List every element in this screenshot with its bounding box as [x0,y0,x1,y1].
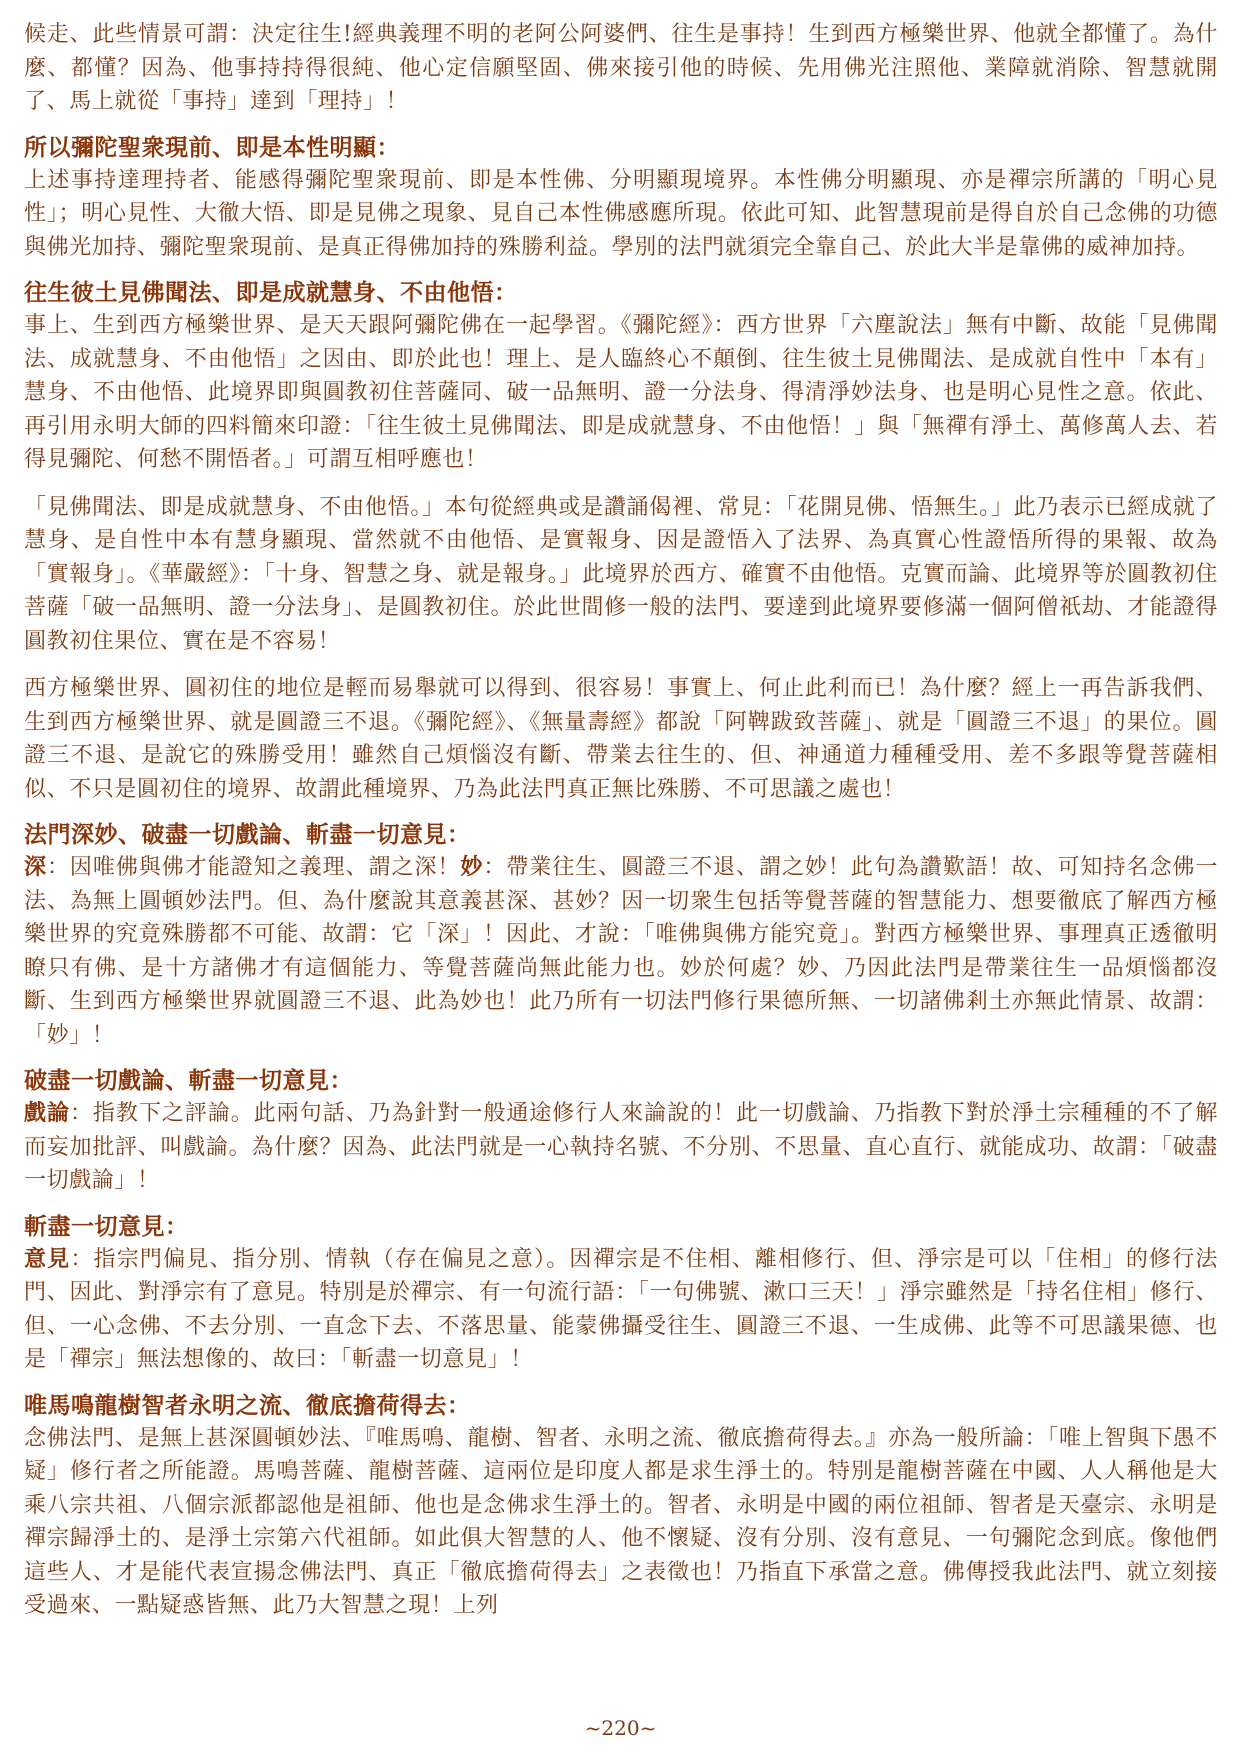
section-heading: 唯馬鳴龍樹智者永明之流、徹底擔荷得去： [24,1391,471,1419]
page-body [24,18,1218,1623]
term-text: ：指宗門偏見、指分別、情執（存在偏見之意）。因禪宗是不住相、離相修行、但、淨宗是可以「住相」的修行法門、因此、對淨宗有了意見。特別是於禪宗、有一句流行語：「一句佛號、漱口三天！」淨宗雖然是「持名住相」修行、但、一心念佛、不去分別、一直念下去、不落思量、能蒙佛攝受往生、圓證三不退、一生成佛、此等不可思議果德、也是「禪宗」無法想像的、故曰：「斬盡一切意見」！ [24,1246,1218,1372]
term-text: ：指教下之評論。此兩句話、乃為針對一般通途修行人來論說的！此一切戲論、乃指教下對於淨土宗種種的不了解而妄加批評、叫戲論。為什麼？因為、此法門就是一心執持名號、不分別、不思量、直心直行、就能成功、故謂：「破盡一切戲論」！ [24,1101,1218,1193]
paragraph: 西方極樂世界、圓初住的地位是輕而易舉就可以得到、很容易！事實上、何止此利而已！為什麼？經上一再告訴我們、生到西方極樂世界、就是圓證三不退。《彌陀經》、《無量壽經》都說「阿鞞跋致菩薩」、就是「圓證三不退」的果位。圓證三不退、是說它的殊勝受用！雖然自己煩惱沒有斷、帶業去往生的、但、神通道力種種受用、差不多跟等覺菩薩相似、不只是圓初住的境界、故謂此種境界、乃為此法門真正無比殊勝、不可思議之處也！ [24,676,1218,802]
term-label: 意見 [24,1245,71,1272]
section-heading: 往生彼土見佛聞法、即是成就慧身、不由他悟： [24,279,518,306]
paragraph: 事上、生到西方極樂世界、是天天跟阿彌陀佛在一起學習。《彌陀經》：西方世界「六塵說法」無有中斷、故能「見佛聞法、成就慧身、不由他悟」之因由、即於此也！理上、是人臨終心不顛倒、往生彼土見佛聞法、是成就自性中「本有」慧身、不由他悟、此境界即與圓教初住菩薩同、破一品無明、證一分法身、得清淨妙法身、也是明心見性之意。依此、再引用永明大師的四料簡來印證：「往生彼土見佛聞法、即是成就慧身、不由他悟！」與「無禪有淨土、萬修萬人去、若得見彌陀、何愁不開悟者。」可謂互相呼應也！ [24,313,1218,472]
section-heading: 所以彌陀聖衆現前、即是本性明顯： [24,133,400,161]
term-label: 妙 [460,854,484,880]
paragraph [24,851,1218,1052]
paragraph: 「見佛聞法、即是成就慧身、不由他悟。」本句從經典或是讚誦偈裡、常見：「花開見佛、悟無生。」此乃表示已經成就了慧身、是自性中本有慧身顯現、當然就不由他悟、是實報身、因是證悟入了法界、為真實心性證悟所得的果報、故為「實報身」。《華嚴經》：「十身、智慧之身、就是報身。」此境界於西方、確實不由他悟。克實而論、此境界等於圓教初住菩薩「破一品無明、證一分法身」、是圓教初住。於此世間修一般的法門、要達到此境界要修滿一個阿僧祇劫、才能證得圓教初住果位、實在是不容易！ [24,494,1218,654]
section-heading: 斬盡一切意見： [24,1212,189,1240]
term-text: ：因唯佛與佛才能證知之義理、謂之深！ [46,855,461,880]
paragraph [24,1097,1218,1198]
section-heading: 破盡一切戲論、斬盡一切意見： [24,1067,353,1094]
term-text: ：帶業往生、圓證三不退、謂之妙！此句為讚歎語！故、可知持名念佛一法、為無上圓頓妙法門。但、為什麼說其意義甚深、甚妙？因一切衆生包括等覺菩薩的智慧能力、想要徹底了解西方極樂世界的究竟殊勝都不可能、故謂：它「深」！因此、才說：「唯佛與佛方能究竟」。對西方極樂世界、事理真正透徹明瞭只有佛、是十方諸佛才有這個能力、等覺菩薩尚無此能力也。妙於何處？妙、乃因此法門是帶業往生一品煩惱都沒斷、生到西方極樂世界就圓證三不退、此為妙也！此乃所有一切法門修行果德所無、一切諸佛剎土亦無此情景、故謂：「妙」！ [24,855,1218,1048]
page-number: ~220~ [584,1716,657,1740]
term-label: 戲論 [24,1100,70,1126]
paragraph [24,1243,1218,1377]
paragraph: 念佛法門、是無上甚深圓頓妙法、『唯馬鳴、龍樹、智者、永明之流、徹底擔荷得去。』亦為一般所論：「唯上智與下愚不疑」修行者之所能證。馬鳴菩薩、龍樹菩薩、這兩位是印度人都是求生淨土的。特別是龍樹菩薩在中國、人人稱他是大乘八宗共祖、八個宗派都認他是祖師、他也是念佛求生淨土的。智者、永明是中國的兩位祖師、智者是天臺宗、永明是禪宗歸淨土的、是淨土宗第六代祖師。如此俱大智慧的人、他不懷疑、沒有分別、沒有意見、一句彌陀念到底。像他們這些人、才是能代表宣揚念佛法門、真正「徹底擔荷得去」之表徵也！乃指直下承當之意。佛傳授我此法門、就立刻接受過來、一點疑惑皆無、此乃大智慧之現！上列 [24,1425,1218,1618]
section-heading: 法門深妙、破盡一切戲論、斬盡一切意見： [24,821,471,848]
paragraph: 上述事持達理持者、能感得彌陀聖衆現前、即是本性佛、分明顯現境界。本性佛分明顯現、亦是禪宗所講的「明心見性」；明心見性、大徹大悟、即是見佛之現象、見自己本性佛感應所現。依此可知、此智慧現前是得自於自己念佛的功德與佛光加持、彌陀聖衆現前、是真正得佛加持的殊勝利益。學別的法門就須完全靠自己、於此大半是靠佛的威神加持。 [24,167,1218,260]
paragraph: 候走、此些情景可謂：決定往生!經典義理不明的老阿公阿婆們、往生是事持！生到西方極樂世界、他就全都懂了。為什麼、都懂？因為、他事持持得很純、他心定信願堅固、佛來接引他的時候、先用佛光注照他、業障就消除、智慧就開了、馬上就從「事持」達到「理持」！ [24,22,1218,114]
term-label: 深 [24,854,47,880]
